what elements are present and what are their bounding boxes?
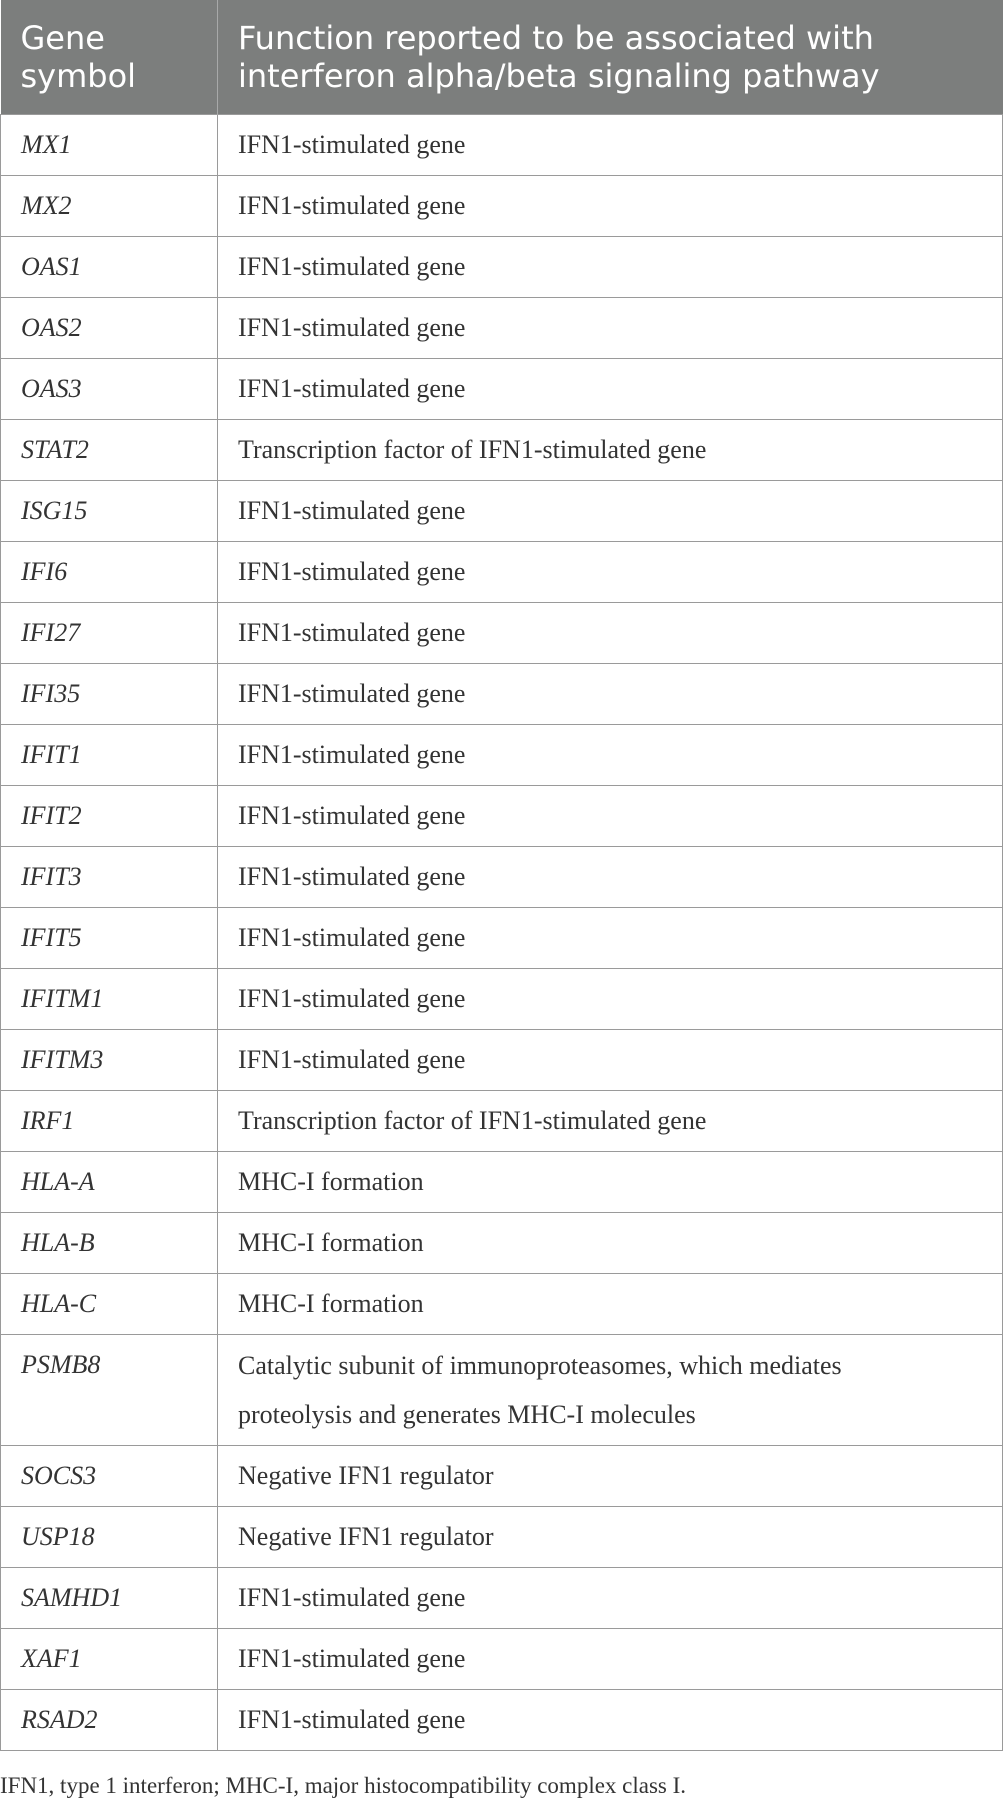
header-gene-symbol [1,0,218,114]
table-footnote: IFN1, type 1 interferon; MHC-I, major histocompatibility complex class I. [0,1773,687,1798]
function-cell: IFN1-stimulated gene [218,175,1003,236]
table-row [1,114,1003,175]
table-row [1,419,1003,480]
gene-cell: OAS3 [1,358,218,419]
table-row [1,236,1003,297]
function-line2: proteolysis and generates MHC-I molecules [238,1399,696,1429]
function-cell: MHC-I formation [218,1273,1003,1334]
function-cell: IFN1-stimulated gene [218,541,1003,602]
table-row [1,175,1003,236]
function-cell: IFN1-stimulated gene [218,114,1003,175]
function-cell: Transcription factor of IFN1-stimulated gene [218,1090,1003,1151]
function-cell: Transcription factor of IFN1-stimulated gene [218,419,1003,480]
table-body [1,114,1003,1750]
gene-cell: IFITM1 [1,968,218,1029]
gene-cell: IFIT1 [1,724,218,785]
table-row [1,968,1003,1029]
table-row [1,1506,1003,1567]
gene-cell: MX2 [1,175,218,236]
table-row [1,1273,1003,1334]
table-row [1,541,1003,602]
gene-cell: ISG15 [1,480,218,541]
function-cell: IFN1-stimulated gene [218,480,1003,541]
function-cell: IFN1-stimulated gene [218,358,1003,419]
gene-cell: PSMB8 [1,1334,218,1445]
table-row [1,846,1003,907]
table-row [1,1029,1003,1090]
function-cell: MHC-I formation [218,1212,1003,1273]
gene-cell: HLA-C [1,1273,218,1334]
header-function [218,0,1003,114]
table-row [1,724,1003,785]
gene-cell: IFIT2 [1,785,218,846]
function-cell: Negative IFN1 regulator [218,1445,1003,1506]
function-line1: Catalytic subunit of immunoproteasomes, which mediates [238,1350,842,1380]
header-gene-line1: Gene [20,19,105,57]
table-row [1,1090,1003,1151]
gene-cell: HLA-B [1,1212,218,1273]
gene-cell: HLA-A [1,1151,218,1212]
function-cell: Negative IFN1 regulator [218,1506,1003,1567]
function-cell: IFN1-stimulated gene [218,1567,1003,1628]
gene-cell: RSAD2 [1,1689,218,1750]
gene-cell: USP18 [1,1506,218,1567]
table-row [1,907,1003,968]
function-cell: IFN1-stimulated gene [218,846,1003,907]
header-row [1,0,1003,114]
table-row [1,663,1003,724]
table-row [1,358,1003,419]
function-cell: IFN1-stimulated gene [218,297,1003,358]
gene-cell: IFITM3 [1,1029,218,1090]
table-row [1,1212,1003,1273]
gene-cell: IFI6 [1,541,218,602]
table-row [1,1628,1003,1689]
gene-cell: IFIT3 [1,846,218,907]
function-cell [218,1334,1003,1445]
table-row [1,1689,1003,1750]
gene-cell: STAT2 [1,419,218,480]
table-row [1,1334,1003,1445]
table-row [1,602,1003,663]
function-cell: IFN1-stimulated gene [218,785,1003,846]
table-header [1,0,1003,114]
header-function-line1: Function reported to be associated with [238,19,874,57]
gene-cell: MX1 [1,114,218,175]
function-cell: IFN1-stimulated gene [218,236,1003,297]
table-row [1,1567,1003,1628]
table-row [1,1151,1003,1212]
gene-cell: SAMHD1 [1,1567,218,1628]
function-cell: MHC-I formation [218,1151,1003,1212]
gene-cell: SOCS3 [1,1445,218,1506]
table-row [1,480,1003,541]
gene-cell: XAF1 [1,1628,218,1689]
header-gene-line2: symbol [20,57,137,95]
function-cell: IFN1-stimulated gene [218,968,1003,1029]
table-row [1,785,1003,846]
gene-cell: IRF1 [1,1090,218,1151]
function-cell: IFN1-stimulated gene [218,907,1003,968]
gene-cell: IFI27 [1,602,218,663]
gene-cell: OAS1 [1,236,218,297]
gene-cell: OAS2 [1,297,218,358]
function-cell: IFN1-stimulated gene [218,1689,1003,1750]
header-function-line2: interferon alpha/beta signaling pathway [238,57,880,95]
gene-cell: IFI35 [1,663,218,724]
function-cell: IFN1-stimulated gene [218,1029,1003,1090]
function-cell: IFN1-stimulated gene [218,724,1003,785]
table-row [1,297,1003,358]
table-row [1,1445,1003,1506]
gene-cell: IFIT5 [1,907,218,968]
function-cell: IFN1-stimulated gene [218,1628,1003,1689]
function-cell: IFN1-stimulated gene [218,663,1003,724]
function-cell: IFN1-stimulated gene [218,602,1003,663]
